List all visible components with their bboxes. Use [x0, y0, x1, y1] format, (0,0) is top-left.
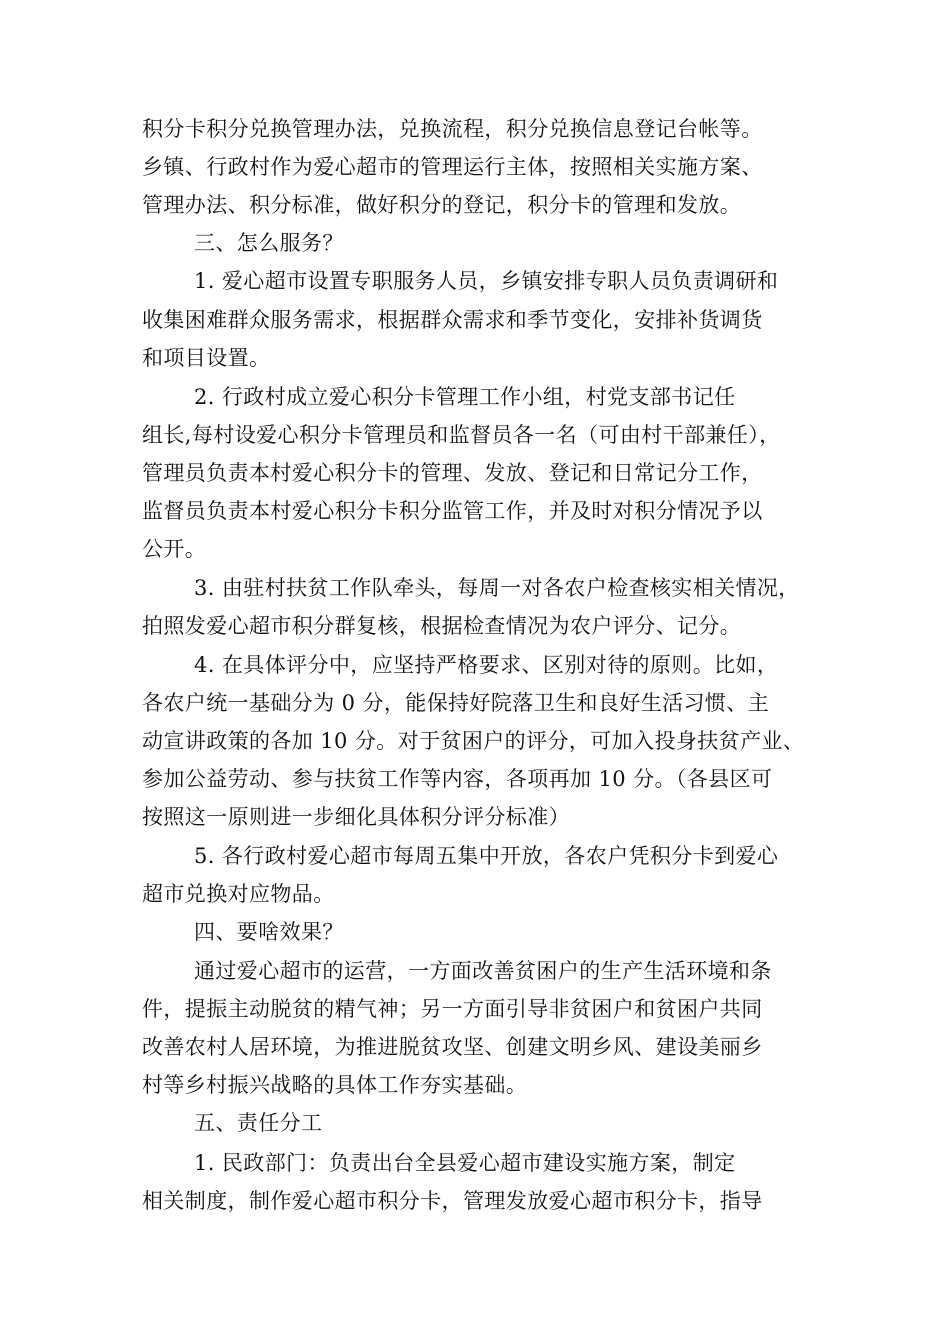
- list-item-5: 5. 各行政村爱心超市每周五集中开放，各农户凭积分卡到爱心: [194, 844, 779, 868]
- body-text-line: 积分卡积分兑换管理办法，兑换流程，积分兑换信息登记台帐等。: [142, 117, 763, 141]
- body-text-line: 公开。: [142, 537, 207, 561]
- body-text-line: 监督员负责本村爱心积分卡积分监管工作，并及时对积分情况予以: [142, 499, 763, 523]
- section-heading: 四、要啥效果？: [194, 920, 344, 944]
- list-item-2: 2. 行政村成立爱心积分卡管理工作小组，村党支部书记任: [194, 385, 736, 409]
- list-item-3: 3. 由驻村扶贫工作队牵头，每周一对各农户检查核实相关情况，: [194, 576, 800, 600]
- body-text-line: 改善农村人居环境，为推进脱贫攻坚、创建文明乡风、建设美丽乡: [142, 1035, 763, 1059]
- body-text-line: 各农户统一基础分为 0 分，能保持好院落卫生和良好生活习惯、主: [142, 691, 770, 715]
- body-text-line: 和项目设置。: [142, 346, 271, 370]
- body-text-line: 管理员负责本村爱心积分卡的管理、发放、登记和日常记分工作，: [142, 461, 763, 485]
- body-text-line: 相关制度，制作爱心超市积分卡，管理发放爱心超市积分卡，指导: [142, 1189, 763, 1213]
- list-item-1: 1. 民政部门：负责出台全县爱心超市建设实施方案，制定: [194, 1151, 736, 1175]
- body-text-line: 组长,每村设爱心积分卡管理员和监督员各一名（可由村干部兼任），: [142, 423, 781, 447]
- body-text-line: 收集困难群众服务需求，根据群众需求和季节变化，安排补货调货: [142, 308, 763, 332]
- section-heading: 五、责任分工: [194, 1111, 323, 1135]
- list-item-4: 4. 在具体评分中，应坚持严格要求、区别对待的原则。比如，: [194, 653, 779, 677]
- body-text-line: 乡镇、行政村作为爱心超市的管理运行主体，按照相关实施方案、: [142, 155, 763, 179]
- body-text-line: 动宣讲政策的各加 10 分。对于贫困户的评分，可加入投身扶贫产业、: [142, 729, 805, 753]
- list-item-1: 1. 爱心超市设置专职服务人员，乡镇安排专职人员负责调研和: [194, 269, 779, 293]
- body-text-line: 超市兑换对应物品。: [142, 882, 335, 906]
- body-text-line: 参加公益劳动、参与扶贫工作等内容，各项再加 10 分。（各县区可: [142, 767, 773, 791]
- body-text-line: 拍照发爱心超市积分群复核，根据检查情况为农户评分、记分。: [142, 614, 742, 638]
- body-text-line: 管理办法、积分标准，做好积分的登记，积分卡的管理和发放。: [142, 193, 742, 217]
- section-heading: 三、怎么服务？: [194, 231, 344, 255]
- body-text-line: 件，提振主动脱贫的精气神；另一方面引导非贫困户和贫困户共同: [142, 997, 763, 1021]
- body-text-line: 通过爱心超市的运营，一方面改善贫困户的生产生活环境和条: [194, 959, 772, 983]
- body-text-line: 按照这一原则进一步细化具体积分评分标准）: [142, 805, 570, 829]
- body-text-line: 村等乡村振兴战略的具体工作夯实基础。: [142, 1073, 528, 1097]
